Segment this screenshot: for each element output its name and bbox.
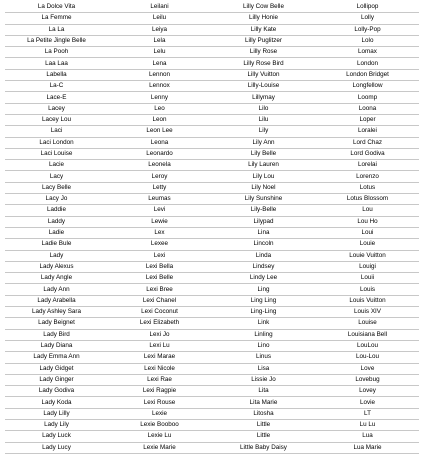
table-cell: Laci London (5, 137, 108, 148)
table-cell: Lacey Lou (5, 114, 108, 125)
table-row (5, 114, 419, 125)
table-cell: Lennox (108, 81, 211, 92)
table-row (5, 194, 419, 205)
table-cell: Lady Beignet (5, 318, 108, 329)
table-cell: Lilu (211, 114, 316, 125)
table-cell: Leonela (108, 160, 211, 171)
table-cell: Lexi Rae (108, 374, 211, 385)
table-row (5, 307, 419, 318)
table-cell: Lita Marie (211, 397, 316, 408)
table-row (5, 352, 419, 363)
table-cell: Louis (316, 284, 419, 295)
table-cell: Lotus Blossom (316, 194, 419, 205)
table-cell: Lorenzo (316, 171, 419, 182)
table-cell: Lollipop (316, 2, 419, 13)
table-cell: Lilypad (211, 216, 316, 227)
table-cell: Lady Angle (5, 273, 108, 284)
table-row (5, 273, 419, 284)
table-cell: Lady Ann (5, 284, 108, 295)
table-cell: Lex (108, 227, 211, 238)
table-cell: Lexi Rouse (108, 397, 211, 408)
table-cell: Loomp (316, 92, 419, 103)
table-cell: Lacie (5, 160, 108, 171)
table-row (5, 431, 419, 442)
table-cell: Lino (211, 340, 316, 351)
table-cell: Louise (316, 318, 419, 329)
table-cell: Lorelai (316, 160, 419, 171)
table-cell: Lilly-Louise (211, 81, 316, 92)
table-cell: Ling (211, 284, 316, 295)
table-row (5, 171, 419, 182)
table-cell: Leon Lee (108, 126, 211, 137)
table-row (5, 81, 419, 92)
table-cell: Lilly Vuitton (211, 69, 316, 80)
table-cell: Lela (108, 35, 211, 46)
table-cell: Lilly Cow Belle (211, 2, 316, 13)
table-row (5, 103, 419, 114)
table-cell: Laa Laa (5, 58, 108, 69)
table-row (5, 13, 419, 24)
table-cell: Louisiana Bell (316, 329, 419, 340)
table-cell: Laddie (5, 205, 108, 216)
table-cell: Lillymay (211, 92, 316, 103)
table-cell: Ladie Bule (5, 239, 108, 250)
table-cell: Lincoln (211, 239, 316, 250)
table-row (5, 261, 419, 272)
table-cell: Lilly Kate (211, 24, 316, 35)
table-cell: Letty (108, 182, 211, 193)
table-cell: Lelu (108, 47, 211, 58)
table-cell: Labella (5, 69, 108, 80)
table-cell: Lovebug (316, 374, 419, 385)
table-cell: Lady Diana (5, 340, 108, 351)
table-cell: La Femme (5, 13, 108, 24)
table-cell: Lilo (211, 103, 316, 114)
table-cell: Lexi Lu (108, 340, 211, 351)
table-cell: Lacy Belle (5, 182, 108, 193)
table-cell: Lacy Jo (5, 194, 108, 205)
table-cell: Lexi Marae (108, 352, 211, 363)
table-cell: Lily Belle (211, 148, 316, 159)
table-cell: Lua Marie (316, 442, 419, 453)
table-cell: London Bridget (316, 69, 419, 80)
table-cell: Lily Ann (211, 137, 316, 148)
table-cell: Lady Bird (5, 329, 108, 340)
table-cell: LouLou (316, 340, 419, 351)
table-cell: Lilly Honie (211, 13, 316, 24)
table-cell: Lexi Belle (108, 273, 211, 284)
table-cell: Lady Arabella (5, 295, 108, 306)
table-row (5, 148, 419, 159)
table-cell: Loralei (316, 126, 419, 137)
table-row (5, 386, 419, 397)
table-row (5, 58, 419, 69)
table-cell: Lovie (316, 397, 419, 408)
table-cell: Linus (211, 352, 316, 363)
table-row (5, 239, 419, 250)
table-cell: Lilly Puglitzer (211, 35, 316, 46)
table-cell: Lexi Bree (108, 284, 211, 295)
table-cell: Lady (5, 250, 108, 261)
table-cell: Ling-Ling (211, 307, 316, 318)
table-row (5, 318, 419, 329)
table-cell: Lita (211, 386, 316, 397)
table-cell: Ladie (5, 227, 108, 238)
table-row (5, 24, 419, 35)
table-cell: Lily Lou (211, 171, 316, 182)
table-cell: La-C (5, 81, 108, 92)
table-row (5, 2, 419, 13)
table-cell: Louis XIV (316, 307, 419, 318)
table-cell: Lexie (108, 408, 211, 419)
table-cell: Leiya (108, 24, 211, 35)
table-cell: La La (5, 24, 108, 35)
table-cell: Lena (108, 58, 211, 69)
table-cell: Lady Alexus (5, 261, 108, 272)
table-cell: Lady Luck (5, 431, 108, 442)
table-row (5, 295, 419, 306)
table-cell: Loona (316, 103, 419, 114)
table-row (5, 284, 419, 295)
table-cell: Lolly-Pop (316, 24, 419, 35)
table-cell: Lady Gidget (5, 363, 108, 374)
table-cell: Lily-Belle (211, 205, 316, 216)
table-row (5, 137, 419, 148)
table-cell: LT (316, 408, 419, 419)
table-cell: Lu Lu (316, 419, 419, 430)
table-cell: Lady Godiva (5, 386, 108, 397)
table-row (5, 216, 419, 227)
table-cell: Leonardo (108, 148, 211, 159)
table-cell: Lexi Ragpie (108, 386, 211, 397)
table-cell: Leo (108, 103, 211, 114)
table-cell: Longfellow (316, 81, 419, 92)
table-cell: Lily (211, 126, 316, 137)
table-cell: Lord Chaz (316, 137, 419, 148)
table-cell: Louis Vuitton (316, 295, 419, 306)
table-cell: Lou Ho (316, 216, 419, 227)
table-cell: Louii (316, 273, 419, 284)
table-cell: Lexie Lu (108, 431, 211, 442)
table-cell: Lisa (211, 363, 316, 374)
table-row (5, 442, 419, 453)
table-cell: Lomax (316, 47, 419, 58)
table-cell: Laddy (5, 216, 108, 227)
table-cell: London (316, 58, 419, 69)
table-cell: Lexi (108, 250, 211, 261)
table-row (5, 126, 419, 137)
table-cell: Lady Ginger (5, 374, 108, 385)
table-row (5, 47, 419, 58)
table-cell: Leumas (108, 194, 211, 205)
table-cell: Little Baby Daisy (211, 442, 316, 453)
table-cell: Lacy (5, 171, 108, 182)
table-cell: Leilani (108, 2, 211, 13)
table-cell: Lennon (108, 69, 211, 80)
table-cell: Lotus (316, 182, 419, 193)
table-cell: Louie Vuitton (316, 250, 419, 261)
table-cell: Lily Noel (211, 182, 316, 193)
table-cell: Little (211, 419, 316, 430)
table-cell: Lindsey (211, 261, 316, 272)
table-cell: Louie (316, 239, 419, 250)
table-row (5, 205, 419, 216)
table-cell: La Petite Jingle Belle (5, 35, 108, 46)
table-cell: Loper (316, 114, 419, 125)
table-cell: Leilu (108, 13, 211, 24)
table-cell: La Dolce Vita (5, 2, 108, 13)
names-table (5, 2, 419, 454)
table-row (5, 182, 419, 193)
table-cell: Lexi Chanel (108, 295, 211, 306)
table-cell: Lady Emma Ann (5, 352, 108, 363)
table-cell: Lexi Coconut (108, 307, 211, 318)
table-cell: Loui (316, 227, 419, 238)
table-row (5, 227, 419, 238)
table-cell: Linling (211, 329, 316, 340)
table-cell: Lou-Lou (316, 352, 419, 363)
table-cell: Litosha (211, 408, 316, 419)
table-row (5, 363, 419, 374)
table-cell: Lily Lauren (211, 160, 316, 171)
table-cell: Lolly (316, 13, 419, 24)
table-cell: Lilly Rose Bird (211, 58, 316, 69)
table-cell: Lovey (316, 386, 419, 397)
table-cell: Lace-E (5, 92, 108, 103)
table-row (5, 419, 419, 430)
table-cell: Lina (211, 227, 316, 238)
table-row (5, 69, 419, 80)
table-cell: Lissie Jo (211, 374, 316, 385)
names-table-body (5, 2, 419, 453)
table-cell: Lexi Jo (108, 329, 211, 340)
table-cell: Lady Lily (5, 419, 108, 430)
table-cell: Lady Lucy (5, 442, 108, 453)
table-row (5, 329, 419, 340)
table-row (5, 35, 419, 46)
table-row (5, 160, 419, 171)
table-cell: La Pooh (5, 47, 108, 58)
table-cell: Lacey (5, 103, 108, 114)
table-cell: Lewie (108, 216, 211, 227)
table-row (5, 92, 419, 103)
table-row (5, 374, 419, 385)
table-row (5, 340, 419, 351)
table-cell: Lenny (108, 92, 211, 103)
table-cell: Laci (5, 126, 108, 137)
table-cell: Lua (316, 431, 419, 442)
table-cell: Lexi Nicole (108, 363, 211, 374)
table-cell: Lexee (108, 239, 211, 250)
table-cell: Ling Ling (211, 295, 316, 306)
table-cell: Lexie Booboo (108, 419, 211, 430)
table-cell: Lord Godiva (316, 148, 419, 159)
table-cell: Lily Sunshine (211, 194, 316, 205)
table-cell: Link (211, 318, 316, 329)
table-cell: Lolo (316, 35, 419, 46)
table-cell: Little (211, 431, 316, 442)
table-cell: Leroy (108, 171, 211, 182)
table-cell: Lexi Elizabeth (108, 318, 211, 329)
table-cell: Love (316, 363, 419, 374)
table-row (5, 408, 419, 419)
table-cell: Leona (108, 137, 211, 148)
table-cell: Leon (108, 114, 211, 125)
table-cell: Lilly Rose (211, 47, 316, 58)
table-cell: Lady Ashley Sara (5, 307, 108, 318)
table-row (5, 250, 419, 261)
table-row (5, 397, 419, 408)
table-cell: Levi (108, 205, 211, 216)
table-cell: Lindy Lee (211, 273, 316, 284)
table-cell: Louigi (316, 261, 419, 272)
table-cell: Lady Koda (5, 397, 108, 408)
table-cell: Linda (211, 250, 316, 261)
table-cell: Lou (316, 205, 419, 216)
table-cell: Lexi Bella (108, 261, 211, 272)
table-cell: Laci Louise (5, 148, 108, 159)
table-cell: Lady Lilly (5, 408, 108, 419)
table-cell: Lexie Marie (108, 442, 211, 453)
